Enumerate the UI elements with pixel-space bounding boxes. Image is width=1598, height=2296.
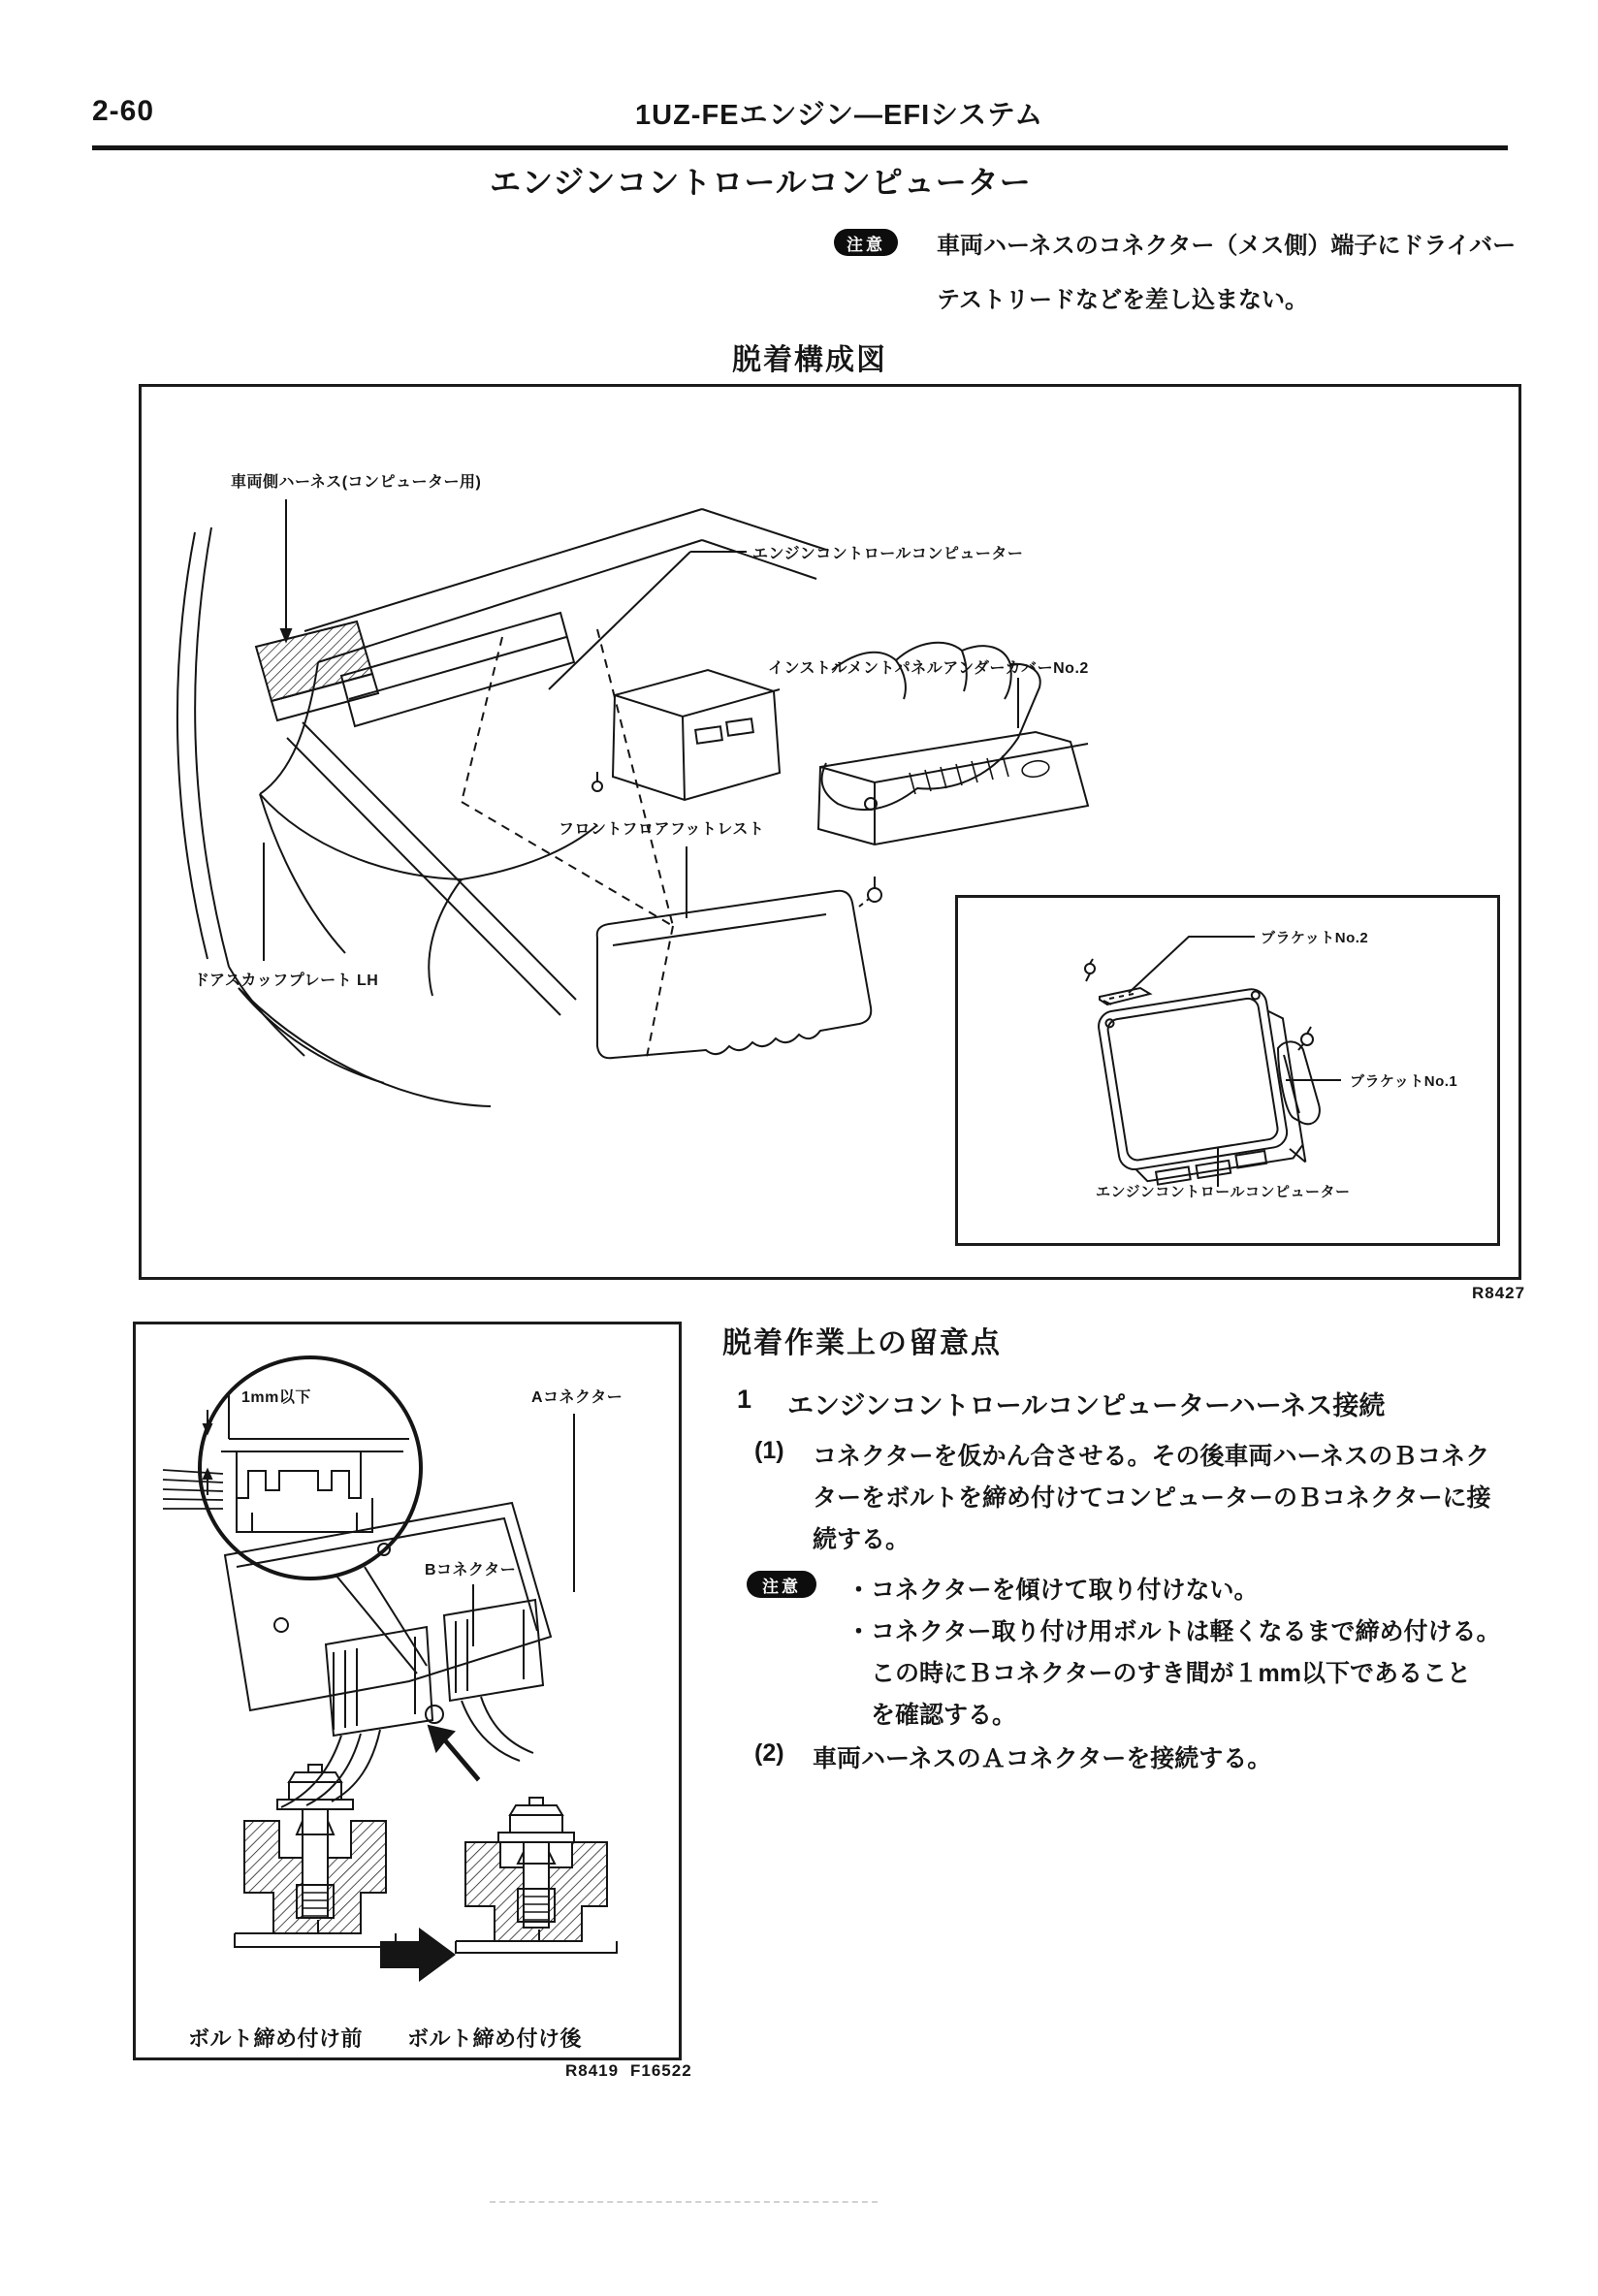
header-rule: [92, 145, 1508, 150]
label-scuff-plate: ドアスカッフプレート LH: [194, 973, 379, 989]
label-ecu-top: エンジンコントロールコンピューター: [752, 546, 1024, 562]
caution-badge-top: 注意: [834, 229, 898, 256]
step-number: 1: [737, 1385, 752, 1414]
figure-code-r8419: R8419: [565, 2061, 620, 2080]
label-ecu-inner: エンジンコントロールコンピューター: [1096, 1184, 1351, 1200]
caution-text-line1: 車両ハーネスのコネクター（メス側）端子にドライバー: [937, 233, 1517, 259]
note-bullet1: ・コネクターを傾けて取り付けない。: [847, 1577, 1259, 1604]
step-title: エンジンコントロールコンピューターハーネス接続: [787, 1391, 1386, 1420]
page-title: エンジンコントロールコンピューター: [490, 165, 1032, 200]
item2-text: 車両ハーネスのＡコネクターを接続する。: [813, 1745, 1272, 1772]
note-bullet2-cont1: この時にＢコネクターのすき間が１mm以下であること: [871, 1660, 1471, 1687]
caution-text-line2: テストリードなどを差し込まない。: [937, 287, 1309, 313]
header-title: 1UZ-FEエンジン—EFIシステム: [635, 100, 1044, 131]
label-connector-b: Bコネクター: [425, 1562, 517, 1578]
label-before-tightening: ボルト締め付け前: [188, 2026, 364, 2051]
figure-code-r8427: R8427: [1472, 1284, 1526, 1302]
note-bullet2: ・コネクター取り付け用ボルトは軽くなるまで締め付ける。: [847, 1618, 1501, 1645]
label-bracket-no2: ブラケットNo.2: [1261, 930, 1369, 946]
print-artifact-dashes: [490, 2201, 878, 2203]
section-title-removal-diagram: 脱着構成図: [732, 344, 887, 376]
label-bracket-no1: ブラケットNo.1: [1350, 1073, 1458, 1090]
item1-number: (1): [754, 1437, 784, 1464]
page-number: 2-60: [92, 95, 155, 127]
item1-line3: 続する。: [813, 1526, 911, 1553]
caution-badge-procedure: 注意: [747, 1571, 816, 1598]
item1-line2: ターをボルトを締め付けてコンピューターのＢコネクターに接: [813, 1484, 1491, 1512]
figure-code-f16522: F16522: [630, 2061, 692, 2080]
label-after-tightening: ボルト締め付け後: [407, 2026, 583, 2051]
label-under-cover: インストルメントパネルアンダーカバーNo.2: [768, 660, 1089, 677]
note-bullet2-cont2: を確認する。: [871, 1702, 1017, 1729]
label-vehicle-harness: 車両側ハーネス(コンピューター用): [231, 474, 482, 491]
item2-number: (2): [754, 1739, 784, 1767]
item1-line1: コネクターを仮かん合させる。その後車両ハーネスのＢコネク: [813, 1443, 1490, 1470]
label-gap-1mm: 1mm以下: [241, 1389, 311, 1406]
label-connector-a: Aコネクター: [531, 1389, 623, 1406]
label-footrest: フロントフロアフットレスト: [559, 821, 765, 838]
connector-figure-line-art: [136, 1324, 673, 2052]
section-title-procedure: 脱着作業上の留意点: [722, 1327, 1002, 1359]
